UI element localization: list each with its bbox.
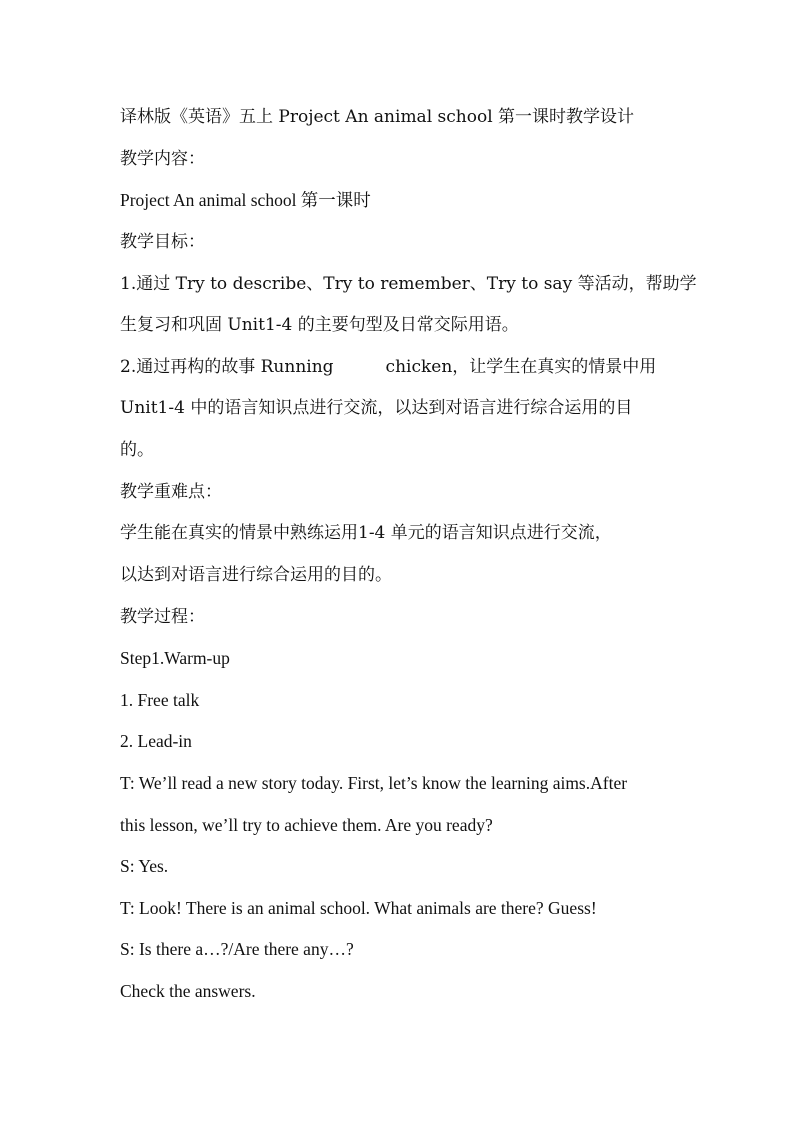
dialogue-line-2: this lesson, we’ll try to achieve them. Are you ready? [120,815,493,835]
dialogue-line-1: T: We’ll read a new story today. First, let’s know the learning aims.After [120,773,628,793]
key-points-heading: 教学重难点： [120,482,222,502]
dialogue-student-guess: S: Is there a…?/Are there any…? [120,939,354,959]
process-heading: 教学过程： [120,607,205,627]
key-points-line-1: 学生能在真实的情景中熟练运用1-4 单元的语言知识点进行交流， [120,523,612,543]
objectives-heading: 教学目标： [120,232,205,252]
check-answers: Check the answers. [120,981,256,1001]
objective-1-line-2: 生复习和巩固 Unit1-4 的主要句型及日常交际用语。 [120,315,519,335]
objective-2-line-1-part-a: 2.通过再构的故事 Running [120,357,334,377]
document-title: 译林版《英语》五上 Project An animal school 第一课时教学设计 [120,107,635,127]
objective-2-line-2: Unit1-4 中的语言知识点进行交流，以达到对语言进行综合运用的目 [120,398,633,418]
content-text: Project An animal school 第一课时 [120,190,371,210]
objective-2-line-1 [120,355,656,379]
content-heading: 教学内容： [120,149,205,169]
dialogue-student-yes: S: Yes. [120,856,169,876]
step-1-item-1: 1. Free talk [120,690,200,710]
key-points-line-2: 以达到对语言进行综合运用的目的。 [120,565,392,585]
dialogue-teacher-question: T: Look! There is an animal school. What animals are there? Guess! [120,898,597,918]
objective-1-line-1: 1.通过 Try to describe、Try to remember、Try to say 等活动，帮助学 [120,274,697,294]
objective-2-line-3: 的。 [120,440,154,460]
step-1-heading: Step1.Warm-up [120,648,230,668]
objective-2-line-1-part-b: chicken，让学生在真实的情景中用 [385,357,657,377]
step-1-item-2: 2. Lead-in [120,731,192,751]
